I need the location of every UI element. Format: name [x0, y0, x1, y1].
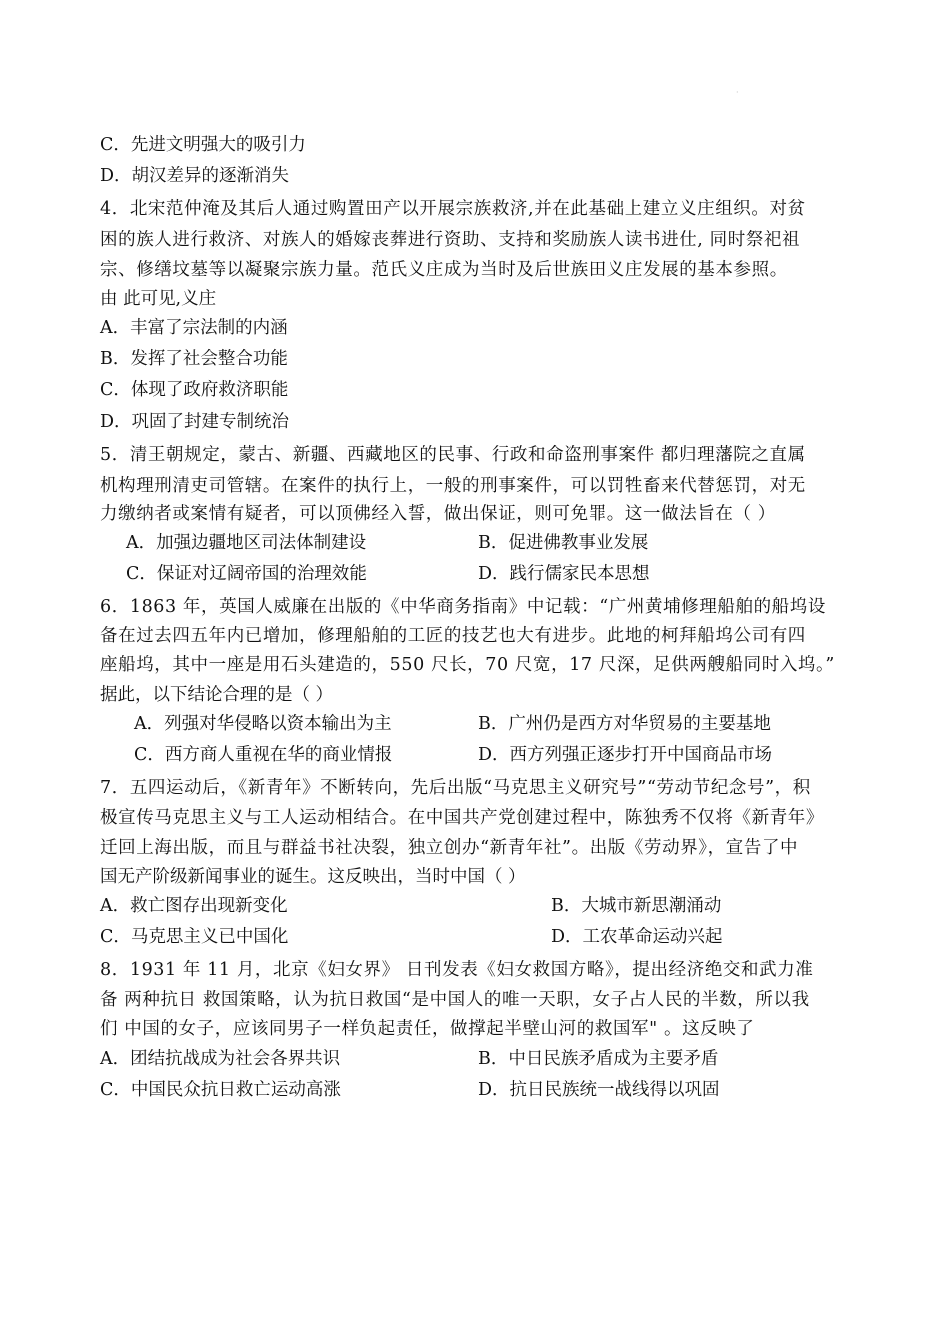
q7-option-d: D．工农革命运动兴起: [551, 927, 723, 947]
q5-option-d: D．践行儒家民本思想: [478, 564, 650, 584]
q6-option-d: D．西方列强正逐步打开中国商品市场: [478, 745, 773, 765]
q4-option-c: C．体现了政府救济职能: [100, 380, 289, 400]
q7-stem-line-1: 7．五四运动后，《新青年》不断转向，先后出版“马克思主义研究号”“劳动节纪念号”，积: [100, 778, 811, 798]
q5-option-b: B．促进佛教事业发展: [478, 533, 649, 553]
q6-option-c: C．西方商人重视在华的商业情报: [134, 745, 393, 765]
q4-stem-line-3: 宗、修缮坟墓等以凝聚宗族力量。范氏义庄成为当时及后世族田义庄发展的基本参照。: [100, 260, 788, 280]
q8-option-d: D．抗日民族统一战线得以巩固: [478, 1080, 720, 1100]
q4-option-d: D．巩固了封建专制统治: [100, 412, 290, 432]
q5-stem-line-3: 力缴纳者或案情有疑者，可以顶佛经入誓，做出保证，则可免罪。这一做法旨在（ ）: [100, 504, 776, 524]
q4-stem-line-4: 由 此可见,义庄: [100, 289, 217, 309]
q6-stem-line-3: 座船坞，其中一座是用石头建造的，550 尺长，70 尺宽，17 尺深，足供两艘船同时入坞。”: [100, 655, 835, 675]
q4-stem-line-1: 4．北宋范仲淹及其后人通过购置田产以开展宗族救济,并在此基础上建立义庄组织。对贫: [100, 199, 806, 219]
q7-stem-line-4: 国无产阶级新闻事业的诞生。这反映出，当时中国（ ）: [100, 867, 526, 887]
q4-option-a: A．丰富了宗法制的内涵: [100, 318, 288, 338]
q7-stem-line-3: 迁回上海出版，而且与群益书社决裂，独立创办“新青年社”。出版《劳动界》，宣告了中: [100, 838, 799, 858]
q6-stem-line-1: 6．1863 年，英国人威廉在出版的《中华商务指南》中记载：“广州黄埔修理船舶的船坞设: [100, 597, 826, 617]
q8-option-c: C．中国民众抗日救亡运动高涨: [100, 1080, 341, 1100]
q7-option-a: A．救亡图存出现新变化: [100, 896, 288, 916]
q6-option-a: A．列强对华侵略以资本输出为主: [134, 714, 392, 734]
q3-option-c: C．先进文明强大的吸引力: [100, 135, 306, 155]
q8-stem-line-2: 备 两种抗日 救国策略，认为抗日救国“是中国人的唯一天职，女子占人民的半数，所以我: [100, 990, 810, 1010]
q7-option-c: C．马克思主义已中国化: [100, 927, 289, 947]
q5-option-a: A．加强边疆地区司法体制建设: [126, 533, 367, 553]
q7-stem-line-2: 极宣传马克思主义与工人运动相结合。在中国共产党创建过程中，陈独秀不仅将《新青年》: [100, 808, 824, 828]
q3-option-d: D．胡汉差异的逐渐消失: [100, 166, 290, 186]
q8-option-b: B．中日民族矛盾成为主要矛盾: [478, 1049, 719, 1069]
header-mark: ·: [736, 88, 739, 97]
q7-option-b: B．大城市新思潮涌动: [551, 896, 722, 916]
q8-option-a: A．团结抗战成为社会各界共识: [100, 1049, 341, 1069]
q5-stem-line-2: 机构理刑清吏司管辖。在案件的执行上，一般的刑事案件，可以罚牲畜来代替惩罚，对无: [100, 476, 806, 496]
q6-option-b: B．广州仍是西方对华贸易的主要基地: [478, 714, 771, 734]
q4-stem-line-2: 困的族人进行救济、对族人的婚嫁丧葬进行资助、支持和奖励族人读书进仕, 同时祭祀祖: [100, 230, 801, 250]
q4-option-b: B．发挥了社会整合功能: [100, 349, 288, 369]
q6-stem-line-4: 据此，以下结论合理的是（ ）: [100, 685, 334, 705]
q6-stem-line-2: 备在过去四五年内已增加，修理船舶的工匠的技艺也大有进步。此地的柯拜船坞公司有四: [100, 626, 806, 646]
q8-stem-line-1: 8．1931 年 11 月，北京《妇女界》 日刊发表《妇女救国方略》，提出经济绝交和武力准: [100, 960, 814, 980]
q5-stem-line-1: 5．清王朝规定，蒙古、新疆、西藏地区的民事、行政和命盗刑事案件 都归理藩院之直属: [100, 445, 806, 465]
q8-stem-line-3: 们 中国的女子，应该同男子一样负起责任，做撑起半壁山河的救国军" 。这反映了: [100, 1019, 755, 1039]
q5-option-c: C．保证对辽阔帝国的治理效能: [126, 564, 367, 584]
